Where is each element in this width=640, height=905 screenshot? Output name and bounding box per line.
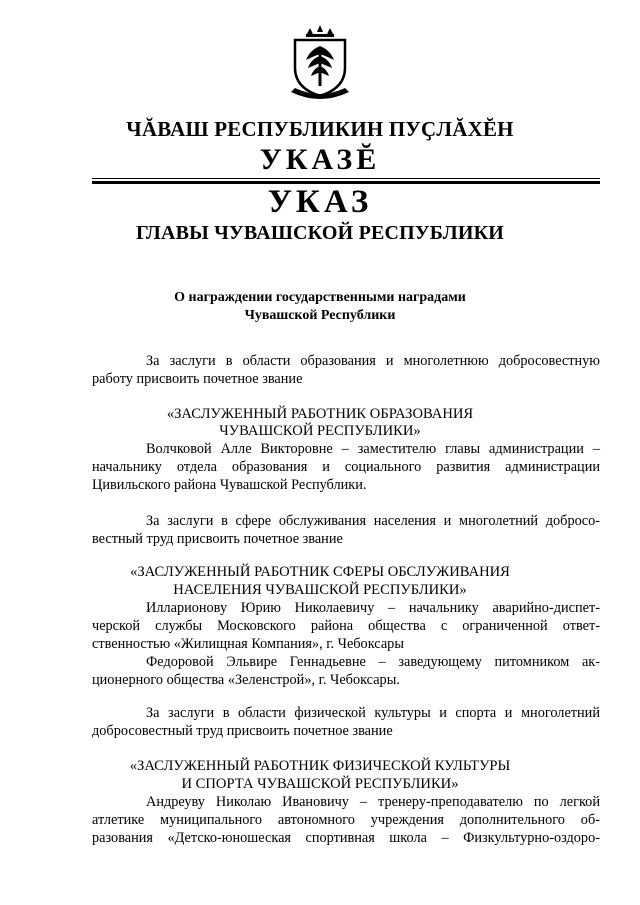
award-title-line: «ЗАСЛУЖЕННЫЙ РАБОТНИК ФИЗИЧЕСКОЙ КУЛЬТУРЫ (129, 758, 511, 774)
paragraph-line: Андреуву Николаю Ивановичу – тренеру-преподавателю по легкой (146, 794, 600, 810)
award-title-line: «ЗАСЛУЖЕННЫЙ РАБОТНИК ОБРАЗОВАНИЯ (166, 406, 474, 422)
paragraph-line: разования «Детско-юношеская спортивная школа – Физкультурно-оздоро- (92, 830, 600, 846)
header-rule-thin (92, 178, 600, 179)
award-title-line: «ЗАСЛУЖЕННЫЙ РАБОТНИК СФЕРЫ ОБСЛУЖИВАНИЯ (130, 564, 510, 580)
award-title-line: ЧУВАШСКОЙ РЕСПУБЛИКИ» (219, 423, 421, 439)
paragraph-line: Цивильского района Чувашской Республики. (92, 477, 367, 493)
paragraph-line: Федоровой Эльвире Геннадьевне – заведующему питомником ак- (146, 654, 600, 670)
paragraph-line: работу присвоить почетное звание (92, 371, 303, 387)
glavy-subtitle: ГЛАВЫ ЧУВАШСКОЙ РЕСПУБЛИКИ (135, 222, 505, 244)
chuvash-ukaze-title: УКАЗĔ (259, 143, 381, 176)
paragraph-line: вестный труд присвоить почетное звание (92, 531, 343, 547)
paragraph-line: За заслуги в области образования и многолетнюю добросовестную (146, 353, 600, 369)
paragraph-line: добросовестный труд присвоить почетное звание (92, 723, 393, 739)
paragraph-line: Илларионову Юрию Николаевичу – начальнику аварийно-диспет- (146, 600, 600, 616)
award-title-line: НАСЕЛЕНИЯ ЧУВАШСКОЙ РЕСПУБЛИКИ» (173, 582, 467, 598)
paragraph-line: атлетике муниципального автономного учреждения дополнительного об- (92, 812, 600, 828)
paragraph-line: черской службы Московского района общества с ограниченной ответ- (92, 618, 600, 634)
ukaz-title: УКАЗ (267, 184, 373, 220)
paragraph-line: ственностью «Жилищная Компания», г. Чебоксары (92, 636, 404, 652)
paragraph-line: За заслуги в области физической культуры и спорта и многолетний (146, 705, 600, 721)
paragraph-line: ционерного общества «Зеленстрой», г. Чебоксары. (92, 672, 400, 688)
coat-of-arms-emblem (285, 22, 355, 104)
paragraph-line: начальнику отдела образования и социального развития администрации (92, 459, 600, 475)
decree-title-line-2: Чувашской Республики (244, 308, 396, 323)
paragraph-line: Волчковой Алле Викторовне – заместителю главы администрации – (146, 441, 600, 457)
decree-title-line-1: О награждении государственными наградами (174, 290, 466, 305)
award-title-line: И СПОРТА ЧУВАШСКОЙ РЕСПУБЛИКИ» (181, 776, 459, 792)
chuvash-header-line: ЧĂВАШ РЕСПУБЛИКИН ПУҪЛĂХĔН (126, 117, 514, 141)
paragraph-line: За заслуги в сфере обслуживания населения и многолетний доброcо- (146, 513, 600, 529)
